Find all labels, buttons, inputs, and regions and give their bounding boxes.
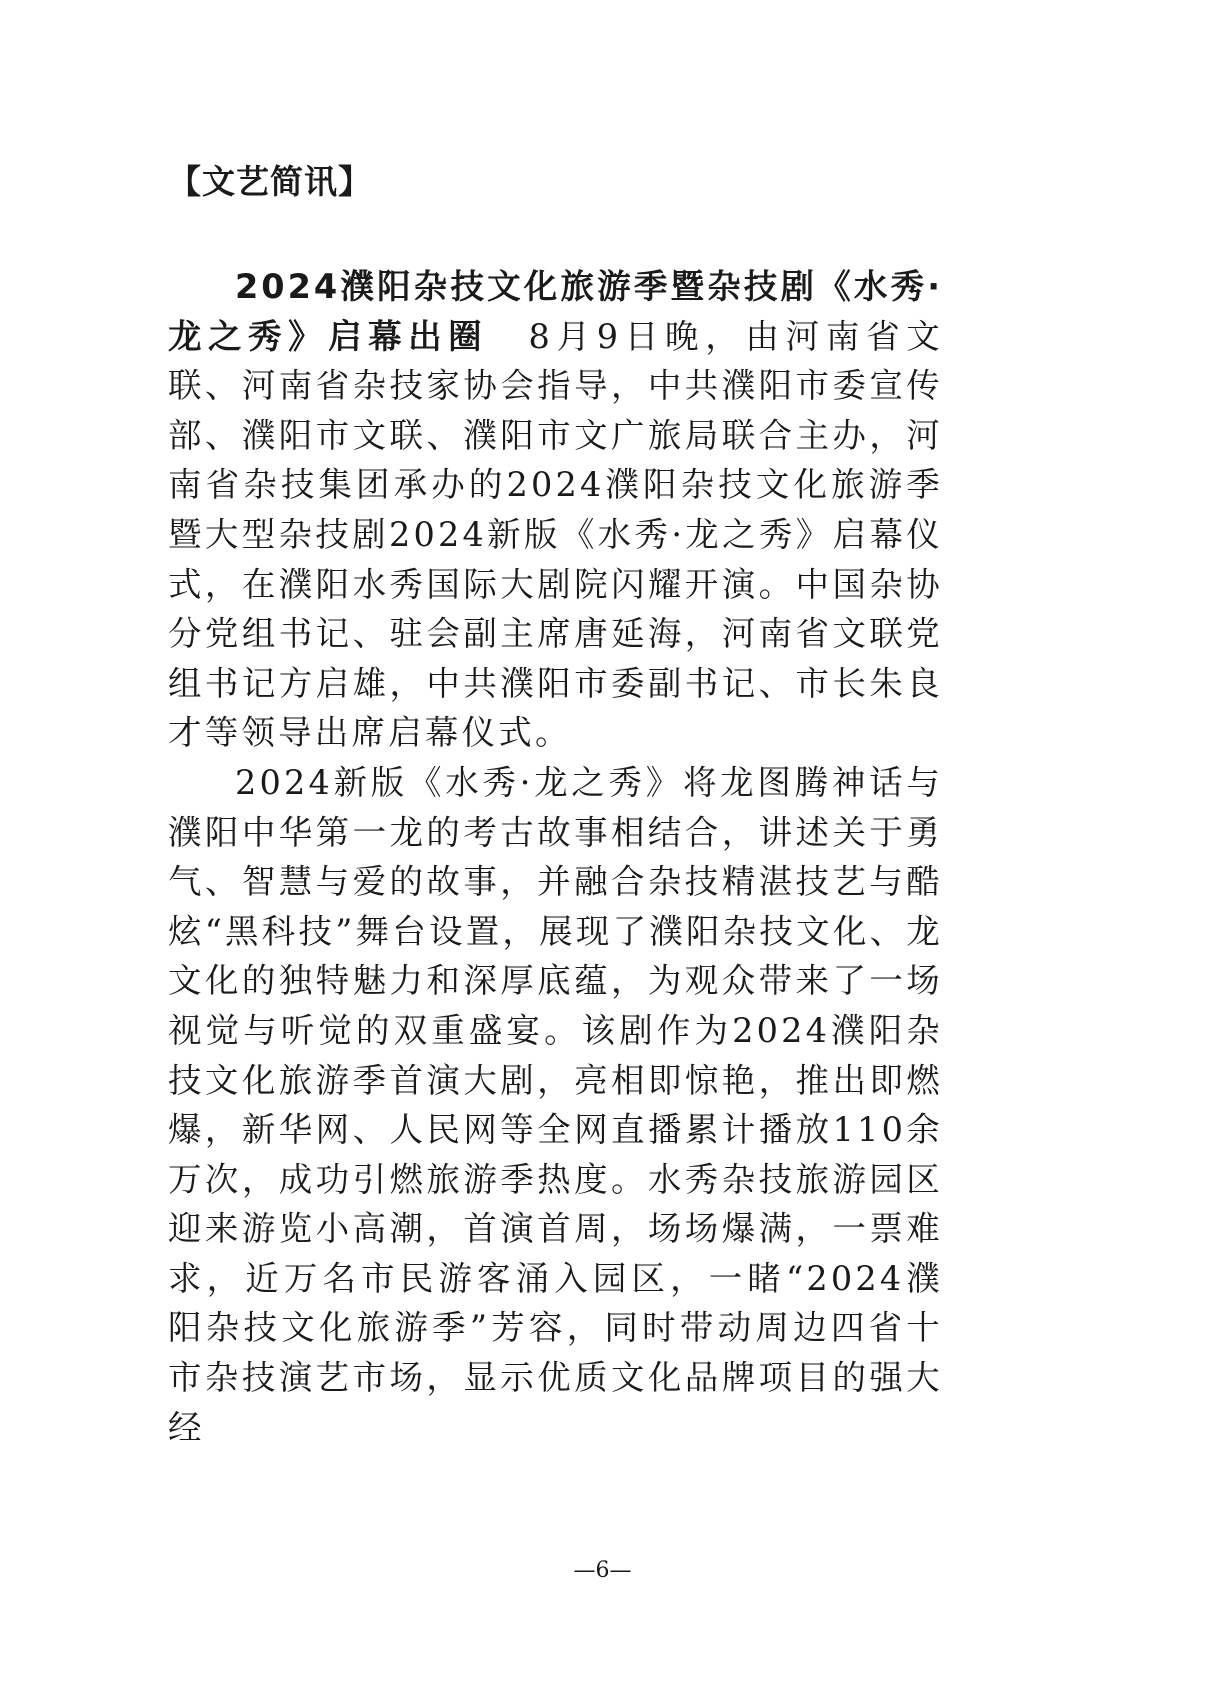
page-number: —6— <box>573 1558 632 1583</box>
article-paragraph-1 <box>168 262 943 758</box>
paragraph-text: 8月9日晚，由河南省文联、河南省杂技家协会指导，中共濮阳市委宣传部、濮阳市文联、濮阳市文广旅局联合主办，河南省杂技集团承办的2024濮阳杂技文化旅游季暨大型杂技剧2024新版《水秀·龙之秀》启幕仪式，在濮阳水秀国际大剧院闪耀开演。中国杂协分党组书记、驻会副主席唐延海，河南省文联党组书记方启雄，中共濮阳市委副书记、市长朱良才等领导出席启幕仪式。 <box>168 316 944 753</box>
article-paragraph-2: 2024新版《水秀·龙之秀》将龙图腾神话与濮阳中华第一龙的考古故事相结合，讲述关于勇气、智慧与爱的故事，并融合杂技精湛技艺与酷炫“黑科技”舞台设置，展现了濮阳杂技文化、龙文化的独特魅力和深厚底蕴，为观众带来了一场视觉与听觉的双重盛宴。该剧作为2024濮阳杂技文化旅游季首演大剧，亮相即惊艳，推出即燃爆，新华网、人民网等全网直播累计播放110余万次，成功引燃旅游季热度。水秀杂技旅游园区迎来游览小高潮，首演首周，场场爆满，一票难求，近万名市民游客涌入园区，一睹“2024濮阳杂技文化旅游季”芳容，同时带动周边四省十市杂技演艺市场，显示优质文化品牌项目的强大经 <box>168 762 943 1447</box>
article-headline: 2024濮阳杂技文化旅游季暨杂技剧《水秀·龙之秀》启幕出圈 <box>168 267 943 356</box>
section-label: 【文艺简讯】 <box>168 162 372 201</box>
article-body <box>168 262 943 1452</box>
spacer <box>488 317 528 356</box>
